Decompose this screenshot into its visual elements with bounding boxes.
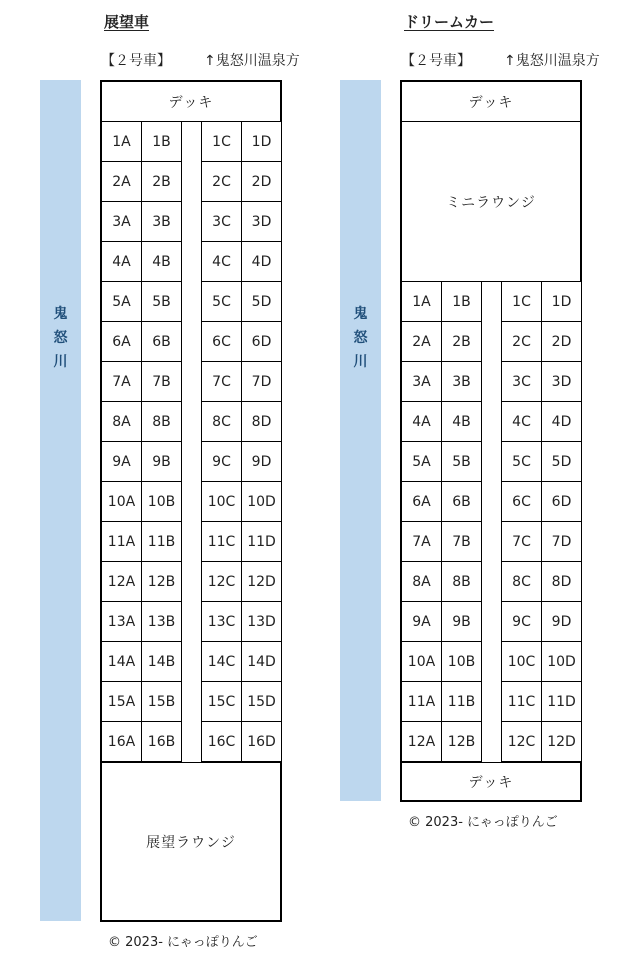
seat-7C[interactable]: 7C bbox=[501, 521, 542, 562]
seat-10C[interactable]: 10C bbox=[201, 481, 242, 522]
seat-7B[interactable]: 7B bbox=[141, 361, 182, 402]
left-car-number: 【２号車】 bbox=[101, 53, 171, 69]
left-deck: デッキ bbox=[102, 82, 280, 122]
seat-12C[interactable]: 12C bbox=[201, 561, 242, 602]
seat-12A[interactable]: 12A bbox=[101, 561, 142, 602]
seat-5D[interactable]: 5D bbox=[241, 281, 282, 322]
seat-7C[interactable]: 7C bbox=[201, 361, 242, 402]
seat-15B[interactable]: 15B bbox=[141, 681, 182, 722]
seat-5A[interactable]: 5A bbox=[101, 281, 142, 322]
seat-4B[interactable]: 4B bbox=[441, 401, 482, 442]
seat-10B[interactable]: 10B bbox=[141, 481, 182, 522]
seat-3C[interactable]: 3C bbox=[501, 361, 542, 402]
seat-2B[interactable]: 2B bbox=[141, 161, 182, 202]
seat-11A[interactable]: 11A bbox=[401, 681, 442, 722]
seat-2C[interactable]: 2C bbox=[201, 161, 242, 202]
seat-2A[interactable]: 2A bbox=[401, 321, 442, 362]
seat-10C[interactable]: 10C bbox=[501, 641, 542, 682]
seat-8D[interactable]: 8D bbox=[541, 561, 582, 602]
seat-8D[interactable]: 8D bbox=[241, 401, 282, 442]
seat-3B[interactable]: 3B bbox=[441, 361, 482, 402]
seat-6A[interactable]: 6A bbox=[401, 481, 442, 522]
seat-8A[interactable]: 8A bbox=[401, 561, 442, 602]
seat-4C[interactable]: 4C bbox=[501, 401, 542, 442]
seat-10A[interactable]: 10A bbox=[101, 481, 142, 522]
seat-9B[interactable]: 9B bbox=[441, 601, 482, 642]
river-char: 川 bbox=[353, 354, 368, 370]
seat-2C[interactable]: 2C bbox=[501, 321, 542, 362]
seat-13D[interactable]: 13D bbox=[241, 601, 282, 642]
seat-1D[interactable]: 1D bbox=[541, 281, 582, 322]
seat-9B[interactable]: 9B bbox=[141, 441, 182, 482]
right-river-label bbox=[354, 302, 368, 801]
seat-1C[interactable]: 1C bbox=[501, 281, 542, 322]
seat-4D[interactable]: 4D bbox=[241, 241, 282, 282]
seat-5C[interactable]: 5C bbox=[501, 441, 542, 482]
seat-12B[interactable]: 12B bbox=[141, 561, 182, 602]
seat-2B[interactable]: 2B bbox=[441, 321, 482, 362]
river-char: 怒 bbox=[353, 330, 368, 346]
right-mini-lounge: ミニラウンジ bbox=[402, 122, 580, 282]
seat-3C[interactable]: 3C bbox=[201, 201, 242, 242]
seat-11A[interactable]: 11A bbox=[101, 521, 142, 562]
seat-7A[interactable]: 7A bbox=[401, 521, 442, 562]
seat-9A[interactable]: 9A bbox=[101, 441, 142, 482]
seat-4A[interactable]: 4A bbox=[101, 241, 142, 282]
seat-12D[interactable]: 12D bbox=[241, 561, 282, 602]
seat-11D[interactable]: 11D bbox=[541, 681, 582, 722]
seat-6C[interactable]: 6C bbox=[501, 481, 542, 522]
seat-6B[interactable]: 6B bbox=[441, 481, 482, 522]
right-car-title: ドリームカー bbox=[404, 13, 495, 31]
right-direction-label: ↑鬼怒川温泉方 bbox=[504, 53, 600, 69]
seat-15A[interactable]: 15A bbox=[101, 681, 142, 722]
seat-16D[interactable]: 16D bbox=[241, 721, 282, 762]
river-char: 川 bbox=[53, 354, 68, 370]
right-seat-area bbox=[402, 282, 580, 762]
seat-13C[interactable]: 13C bbox=[201, 601, 242, 642]
right-car-outline bbox=[400, 80, 582, 802]
seat-3A[interactable]: 3A bbox=[101, 201, 142, 242]
seat-2D[interactable]: 2D bbox=[541, 321, 582, 362]
seat-14D[interactable]: 14D bbox=[241, 641, 282, 682]
seat-1D[interactable]: 1D bbox=[241, 121, 282, 162]
river-char: 鬼 bbox=[53, 306, 68, 322]
seat-12A[interactable]: 12A bbox=[401, 721, 442, 762]
seat-14A[interactable]: 14A bbox=[101, 641, 142, 682]
seat-9A[interactable]: 9A bbox=[401, 601, 442, 642]
seat-14C[interactable]: 14C bbox=[201, 641, 242, 682]
seat-9D[interactable]: 9D bbox=[541, 601, 582, 642]
seat-11C[interactable]: 11C bbox=[201, 521, 242, 562]
seat-4C[interactable]: 4C bbox=[201, 241, 242, 282]
seat-5B[interactable]: 5B bbox=[441, 441, 482, 482]
left-river-band bbox=[40, 80, 81, 921]
left-copyright: © 2023- にゃっぽりんご bbox=[108, 935, 258, 950]
seat-1A[interactable]: 1A bbox=[401, 281, 442, 322]
seat-5C[interactable]: 5C bbox=[201, 281, 242, 322]
right-deck-bottom: デッキ bbox=[402, 762, 580, 800]
right-copyright: © 2023- にゃっぽりんご bbox=[408, 815, 558, 830]
seat-6A[interactable]: 6A bbox=[101, 321, 142, 362]
seat-7D[interactable]: 7D bbox=[541, 521, 582, 562]
seat-14B[interactable]: 14B bbox=[141, 641, 182, 682]
seat-10A[interactable]: 10A bbox=[401, 641, 442, 682]
right-river-band bbox=[340, 80, 381, 801]
seat-10D[interactable]: 10D bbox=[541, 641, 582, 682]
seat-5A[interactable]: 5A bbox=[401, 441, 442, 482]
seat-10D[interactable]: 10D bbox=[241, 481, 282, 522]
seat-11B[interactable]: 11B bbox=[441, 681, 482, 722]
seat-8B[interactable]: 8B bbox=[141, 401, 182, 442]
left-car-title: 展望車 bbox=[104, 13, 150, 31]
seat-3D[interactable]: 3D bbox=[241, 201, 282, 242]
seat-15D[interactable]: 15D bbox=[241, 681, 282, 722]
seat-4A[interactable]: 4A bbox=[401, 401, 442, 442]
seat-4D[interactable]: 4D bbox=[541, 401, 582, 442]
seat-7B[interactable]: 7B bbox=[441, 521, 482, 562]
seat-13B[interactable]: 13B bbox=[141, 601, 182, 642]
seat-8C[interactable]: 8C bbox=[201, 401, 242, 442]
seat-4B[interactable]: 4B bbox=[141, 241, 182, 282]
left-car-outline bbox=[100, 80, 282, 922]
left-direction-label: ↑鬼怒川温泉方 bbox=[204, 53, 300, 69]
seat-7D[interactable]: 7D bbox=[241, 361, 282, 402]
seat-1A[interactable]: 1A bbox=[101, 121, 142, 162]
river-char: 怒 bbox=[53, 330, 68, 346]
seat-1B[interactable]: 1B bbox=[141, 121, 182, 162]
left-seat-area bbox=[102, 122, 280, 762]
seat-5B[interactable]: 5B bbox=[141, 281, 182, 322]
left-river-label bbox=[54, 302, 68, 921]
seat-13A[interactable]: 13A bbox=[101, 601, 142, 642]
seat-3A[interactable]: 3A bbox=[401, 361, 442, 402]
seat-2A[interactable]: 2A bbox=[101, 161, 142, 202]
river-char: 鬼 bbox=[353, 306, 368, 322]
seat-9C[interactable]: 9C bbox=[201, 441, 242, 482]
seat-6C[interactable]: 6C bbox=[201, 321, 242, 362]
seat-12D[interactable]: 12D bbox=[541, 721, 582, 762]
seat-12B[interactable]: 12B bbox=[441, 721, 482, 762]
right-car-number: 【２号車】 bbox=[401, 53, 471, 69]
seat-10B[interactable]: 10B bbox=[441, 641, 482, 682]
seat-6B[interactable]: 6B bbox=[141, 321, 182, 362]
seat-8B[interactable]: 8B bbox=[441, 561, 482, 602]
seat-16B[interactable]: 16B bbox=[141, 721, 182, 762]
seat-3B[interactable]: 3B bbox=[141, 201, 182, 242]
seat-12C[interactable]: 12C bbox=[501, 721, 542, 762]
seat-6D[interactable]: 6D bbox=[541, 481, 582, 522]
seat-3D[interactable]: 3D bbox=[541, 361, 582, 402]
seat-15C[interactable]: 15C bbox=[201, 681, 242, 722]
seat-2D[interactable]: 2D bbox=[241, 161, 282, 202]
seat-9C[interactable]: 9C bbox=[501, 601, 542, 642]
left-observation-lounge: 展望ラウンジ bbox=[102, 762, 280, 920]
seat-6D[interactable]: 6D bbox=[241, 321, 282, 362]
seat-8C[interactable]: 8C bbox=[501, 561, 542, 602]
seat-5D[interactable]: 5D bbox=[541, 441, 582, 482]
seat-11D[interactable]: 11D bbox=[241, 521, 282, 562]
seat-9D[interactable]: 9D bbox=[241, 441, 282, 482]
seat-16C[interactable]: 16C bbox=[201, 721, 242, 762]
seat-1C[interactable]: 1C bbox=[201, 121, 242, 162]
seat-1B[interactable]: 1B bbox=[441, 281, 482, 322]
seat-8A[interactable]: 8A bbox=[101, 401, 142, 442]
right-deck-top: デッキ bbox=[402, 82, 580, 122]
seat-7A[interactable]: 7A bbox=[101, 361, 142, 402]
seat-11C[interactable]: 11C bbox=[501, 681, 542, 722]
seat-11B[interactable]: 11B bbox=[141, 521, 182, 562]
seat-16A[interactable]: 16A bbox=[101, 721, 142, 762]
